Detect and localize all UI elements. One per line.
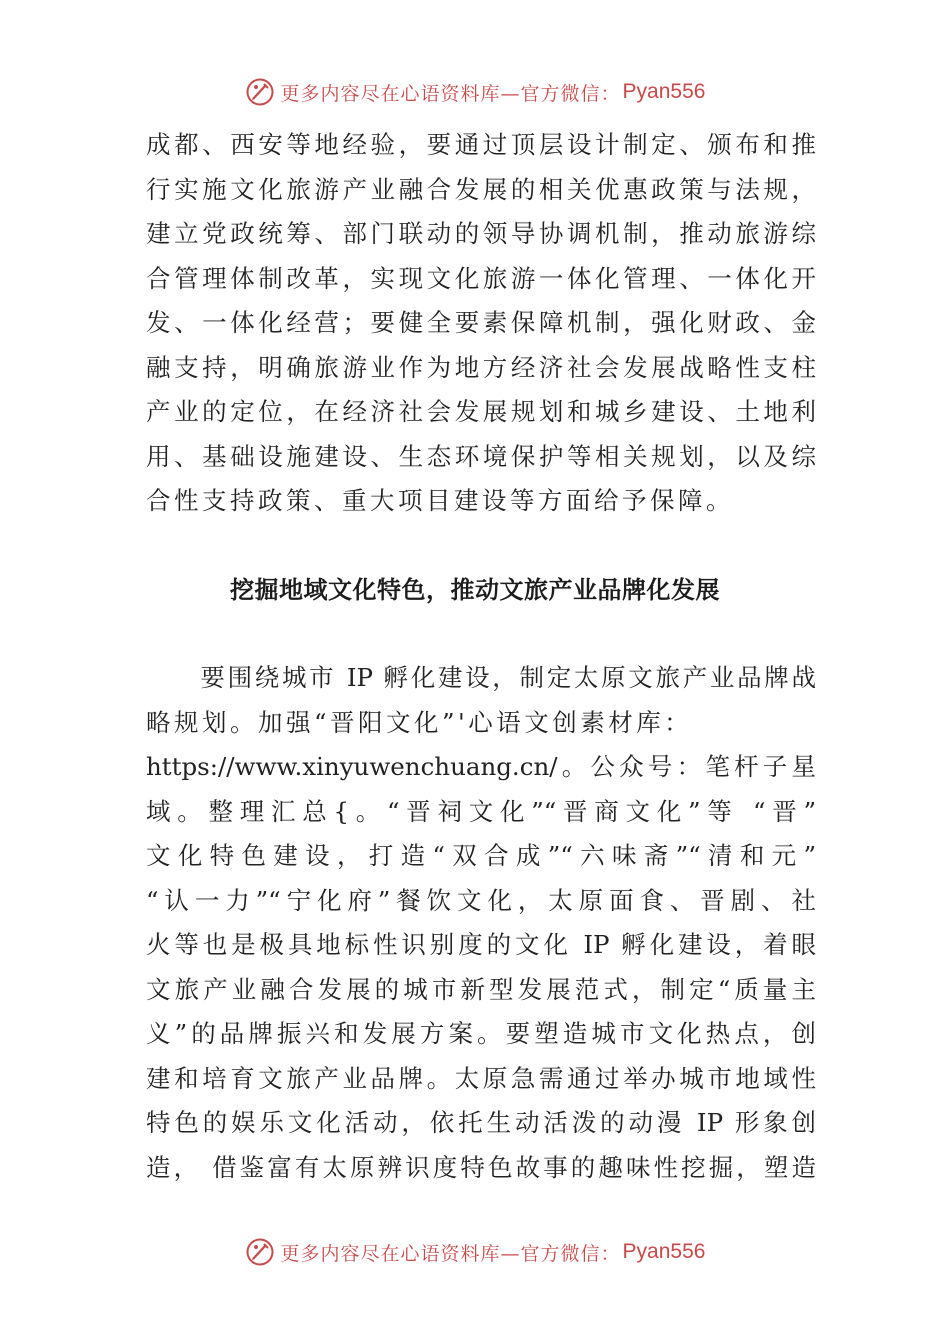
text-line: 域。整理汇总{。“晋祠文化”“晋商文化”等 “晋” (146, 796, 816, 826)
text-line: 用、基础设施建设、生态环境保护等相关规划，以及综 (146, 441, 816, 471)
red-circle-pen-logo-icon (245, 77, 275, 107)
header-watermark-banner (0, 72, 950, 112)
red-circle-pen-logo-icon (245, 1237, 275, 1267)
banner-text: 更多内容尽在心语资料库—官方微信： (280, 1242, 621, 1265)
banner-wechat-id: Pyan556 (622, 80, 706, 103)
text-line: 略规划。加强“晋阳文化”'心语文创素材库： (146, 707, 693, 737)
text-line: 火等也是极具地标性识别度的文化 IP 孵化建设，着眼 (146, 930, 816, 959)
text-line: 融支持，明确旅游业作为地方经济社会发展战略性支柱 (146, 352, 816, 382)
text-line: 合管理体制改革，实现文化旅游一体化管理、一体化开 (146, 263, 816, 293)
paragraph-1 (146, 123, 816, 524)
text-line: “认一力”“宁化府”餐饮文化，太原面食、晋剧、社 (146, 885, 816, 915)
text-line: 特色的娱乐文化活动，依托生动活泼的动漫 IP 形象创 (146, 1108, 816, 1137)
text-line: 要围绕城市 IP 孵化建设，制定太原文旅产业品牌战 (146, 663, 816, 692)
text-line: 文化特色建设，打造“双合成”“六味斋”“清和元” (146, 841, 816, 870)
text-line: 合性支持政策、重大项目建设等方面给予保障。 (146, 486, 734, 515)
banner-wechat-id: Pyan556 (622, 1240, 706, 1263)
banner-text: 更多内容尽在心语资料库—官方微信： (280, 82, 621, 105)
footer-watermark-banner (0, 1232, 950, 1272)
text-line: 义”的品牌振兴和发展方案。要塑造城市文化热点，创 (146, 1019, 816, 1048)
text-line: 成都、西安等地经验，要通过顶层设计制定、颁布和推 (146, 130, 816, 159)
text-line: 产业的定位，在经济社会发展规划和城乡建设、土地利 (146, 397, 816, 426)
paragraph-2 (146, 656, 816, 1190)
text-line: 造， 借鉴富有太原辨识度特色故事的趣味性挖掘，塑造 (146, 1152, 816, 1182)
text-line: 建立党政统筹、部门联动的领导协调机制，推动旅游综 (146, 219, 816, 248)
text-line: 建和培育文旅产业品牌。太原急需通过举办城市地域性 (146, 1063, 816, 1093)
section-heading: 挖掘地域文化特色，推动文旅产业品牌化发展 (230, 576, 720, 604)
text-line: https://www.xinyuwenchuang.cn/。公众号：笔杆子星 (146, 752, 816, 781)
text-line: 行实施文化旅游产业融合发展的相关优惠政策与法规， (146, 174, 816, 204)
text-line: 文旅产业融合发展的城市新型发展范式，制定“质量主 (146, 974, 816, 1004)
text-line: 发、一体化经营；要健全要素保障机制，强化财政、金 (146, 308, 816, 337)
